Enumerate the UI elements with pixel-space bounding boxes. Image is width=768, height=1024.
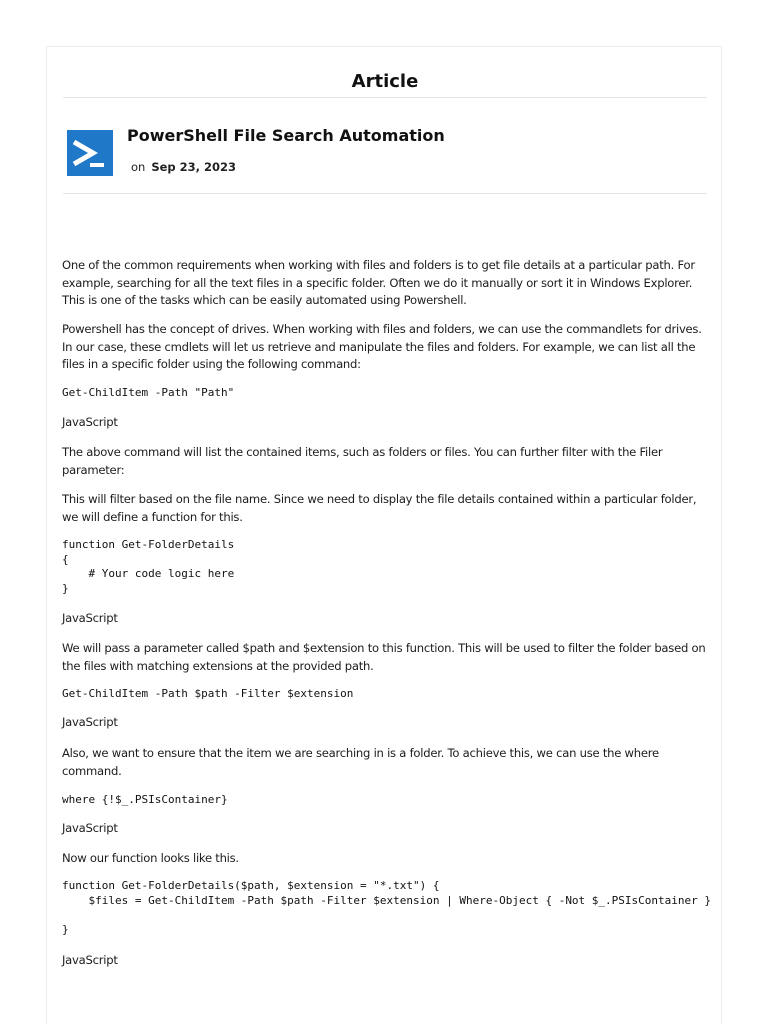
publish-date: Sep 23, 2023	[151, 160, 237, 174]
meta-divider	[63, 193, 707, 194]
paragraph: The above command will list the contained items, such as folders or files. You can further filter with the Filer parameter:	[62, 445, 663, 477]
code-language-label: JavaScript	[62, 611, 118, 625]
code-block: function Get-FolderDetails { # Your code logic here }	[62, 538, 235, 595]
paragraph: This will filter based on the file name. Since we need to display the file details contained within a particular folder, we will define a function for this.	[62, 492, 697, 524]
code-language-label: JavaScript	[62, 715, 118, 729]
code-block: function Get-FolderDetails($path, $extension = "*.txt") { $files = Get-ChildItem -Path $path -Filter $extension | Where-Object { -Not $_.PSIsContainer } }	[62, 879, 712, 936]
powershell-logo-icon	[67, 130, 113, 176]
article-title: PowerShell File Search Automation	[127, 126, 445, 145]
header-divider	[63, 97, 707, 98]
paragraph: Also, we want to ensure that the item we are searching in is a folder. To achieve this, we can use the where command.	[62, 746, 659, 778]
paragraph: One of the common requirements when working with files and folders is to get file details at a particular path. For example, searching for all the text files in a specific folder. Often we do it manually or sort it in Windows Explorer. This is one of the tasks which can be easily automated using Powershell.	[62, 258, 695, 307]
code-language-label: JavaScript	[62, 953, 118, 967]
paragraph: Now our function looks like this.	[62, 851, 239, 865]
article-card	[46, 46, 722, 1024]
code-block: Get-ChildItem -Path $path -Filter $extension	[62, 687, 354, 700]
page-title: Article	[351, 71, 419, 92]
on-label: on	[131, 160, 146, 174]
code-language-label: JavaScript	[62, 415, 118, 429]
code-language-label: JavaScript	[62, 821, 118, 835]
code-block: Get-ChildItem -Path "Path"	[62, 386, 235, 399]
paragraph: Powershell has the concept of drives. When working with files and folders, we can use the commandlets for drives. In our case, these cmdlets will let us retrieve and manipulate the files and folders. For example, we can list all the files in a specific folder using the following command:	[62, 322, 702, 371]
paragraph: We will pass a parameter called $path and $extension to this function. This will be used to filter the folder based on the files with matching extensions at the provided path.	[62, 641, 706, 673]
article-meta	[131, 160, 236, 174]
code-block: where {!$_.PSIsContainer}	[62, 793, 228, 806]
